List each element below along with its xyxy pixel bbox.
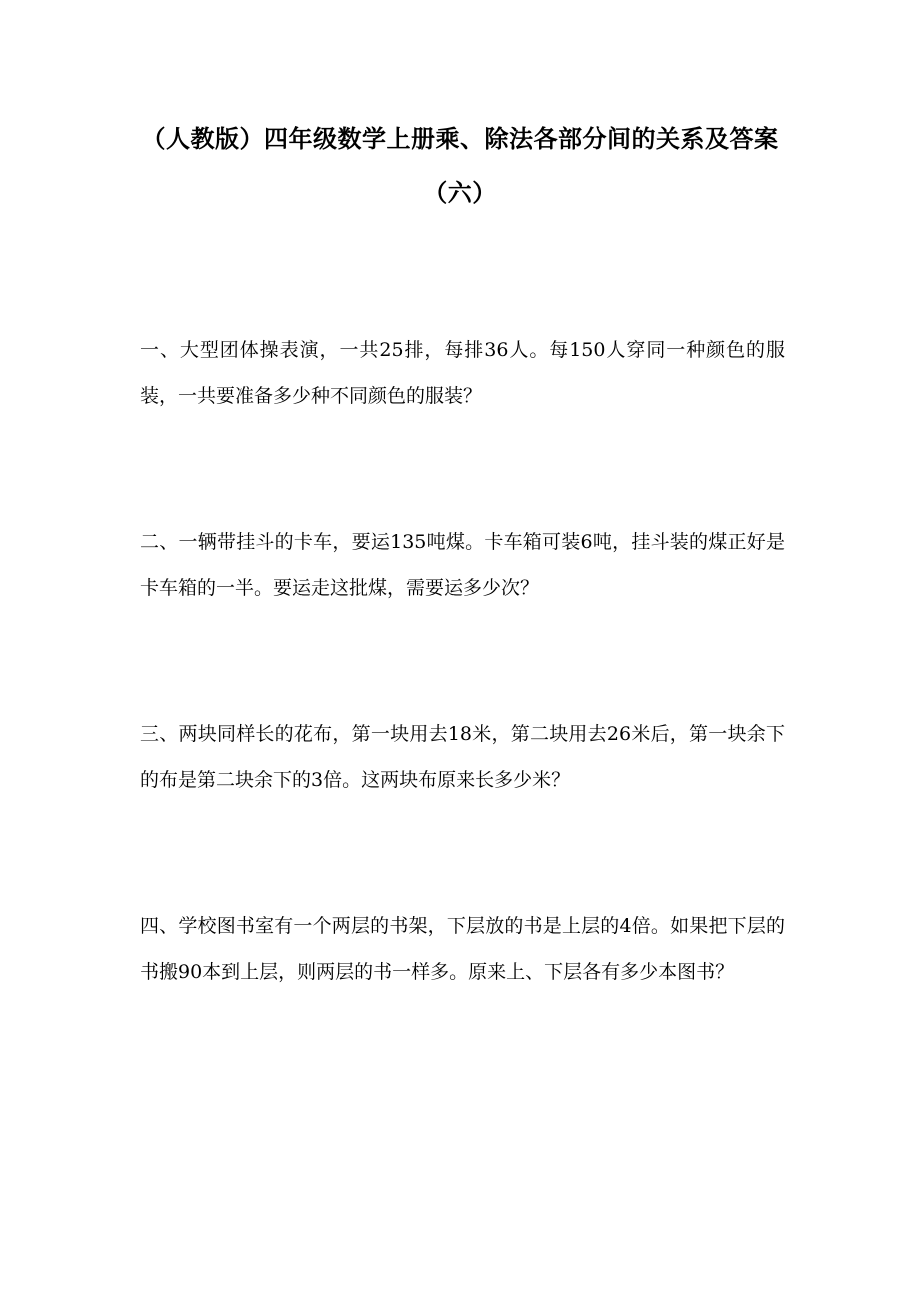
question-2: 二、一辆带挂斗的卡车，要运135吨煤。卡车箱可装6吨，挂斗装的煤正好是卡车箱的一半。要运走这批煤，需要运多少次？ — [140, 531, 785, 599]
title-line-2: （六） — [423, 178, 497, 207]
question-3: 三、两块同样长的花布，第一块用去18米，第二块用去26米后，第一块余下的布是第二块余下的3倍。这两块布原来长多少米？ — [140, 723, 785, 791]
title-line-1: （人教版）四年级数学上册乘、除法各部分间的关系及答案 — [141, 124, 779, 153]
question-1: 一、大型团体操表演，一共25排，每排36人。每150人穿同一种颜色的服装，一共要准备多少种不同颜色的服装？ — [140, 339, 785, 407]
question-4: 四、学校图书室有一个两层的书架，下层放的书是上层的4倍。如果把下层的书搬90本到上层，则两层的书一样多。原来上、下层各有多少本图书？ — [140, 915, 785, 983]
document-title — [130, 112, 790, 220]
